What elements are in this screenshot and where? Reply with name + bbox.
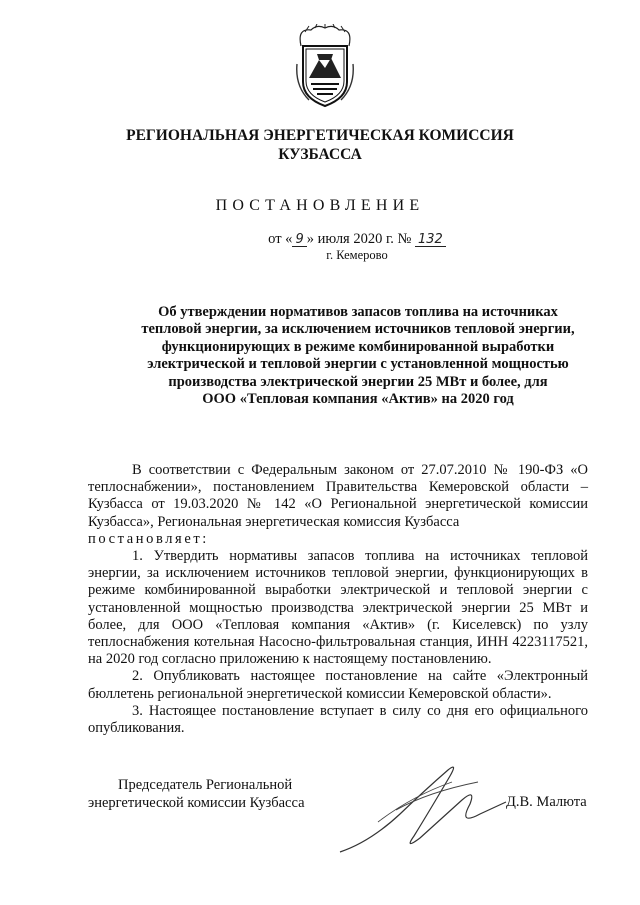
- document-date-line: [0, 231, 640, 248]
- title-line: производства электрической энергии 25 МВт и более, для: [168, 373, 548, 390]
- resolves-line: постановляет:: [88, 530, 209, 547]
- issuer-organization: [0, 126, 640, 164]
- document-type: ПОСТАНОВЛЕНИЕ: [215, 197, 425, 214]
- document-city: г. Кемерово: [326, 248, 388, 262]
- position-line-1: Председатель Региональной: [118, 777, 293, 793]
- signatory-position: [88, 776, 305, 812]
- date-day: 9: [292, 233, 306, 247]
- position-line-2: энергетической комиссии Кузбасса: [88, 795, 305, 811]
- title-line: функционирующих в режиме комбинированной выработки: [161, 338, 555, 355]
- title-line: Об утверждении нормативов запасов топлива на источниках: [158, 304, 558, 320]
- date-prefix: от «: [268, 231, 293, 247]
- org-line-1: РЕГИОНАЛЬНАЯ ЭНЕРГЕТИЧЕСКАЯ КОМИССИЯ: [126, 127, 514, 144]
- title-line: ООО «Тепловая компания «Актив» на 2020 год: [202, 391, 514, 408]
- document-number: 132: [415, 233, 446, 247]
- title-line: тепловой энергии, за исключением источников тепловой энергии,: [141, 321, 575, 338]
- intro-paragraph: В соответствии с Федеральным законом от 27.07.2010 № 190-ФЗ «О теплоснабжении», постановлением Правительства Кемеровской области – Кузбасса от 19.03.2020 № 142 «О Региональной энергетической комиссии Кузбасса», Региональная энергетическая комиссия Кузбасса: [88, 462, 588, 530]
- title-line: электрической и тепловой энергии с установленной мощностью: [147, 356, 569, 373]
- signatory-name: Д.В. Малюта: [506, 794, 587, 810]
- document-body: [88, 462, 588, 737]
- item-1: 1. Утвердить нормативы запасов топлива на источниках тепловой энергии, за исключением источников тепловой энергии, функционирующих в режиме комбинированной выработки электрической и тепловой энергии с установленной мощностью производства электрической энергии 25 МВт и более, для ООО «Тепловая компания «Актив» (г. Киселевск) по узлу теплоснабжения котельная Насосно-фильтровальная станция, ИНН 4223117521, на 2020 год согласно приложению к настоящему постановлению.: [88, 548, 588, 668]
- date-rest: » июля 2020 г. №: [306, 231, 412, 247]
- document-title: [110, 304, 606, 408]
- signature-icon: [330, 752, 510, 862]
- org-line-2: КУЗБАССА: [278, 146, 362, 163]
- item-2: 2. Опубликовать настоящее постановление на сайте «Электронный бюллетень региональной энергетической комиссии Кемеровской области».: [88, 668, 588, 702]
- item-3: 3. Настоящее постановление вступает в силу со дня его официального опубликования.: [88, 702, 588, 737]
- coat-of-arms-icon: [295, 24, 355, 108]
